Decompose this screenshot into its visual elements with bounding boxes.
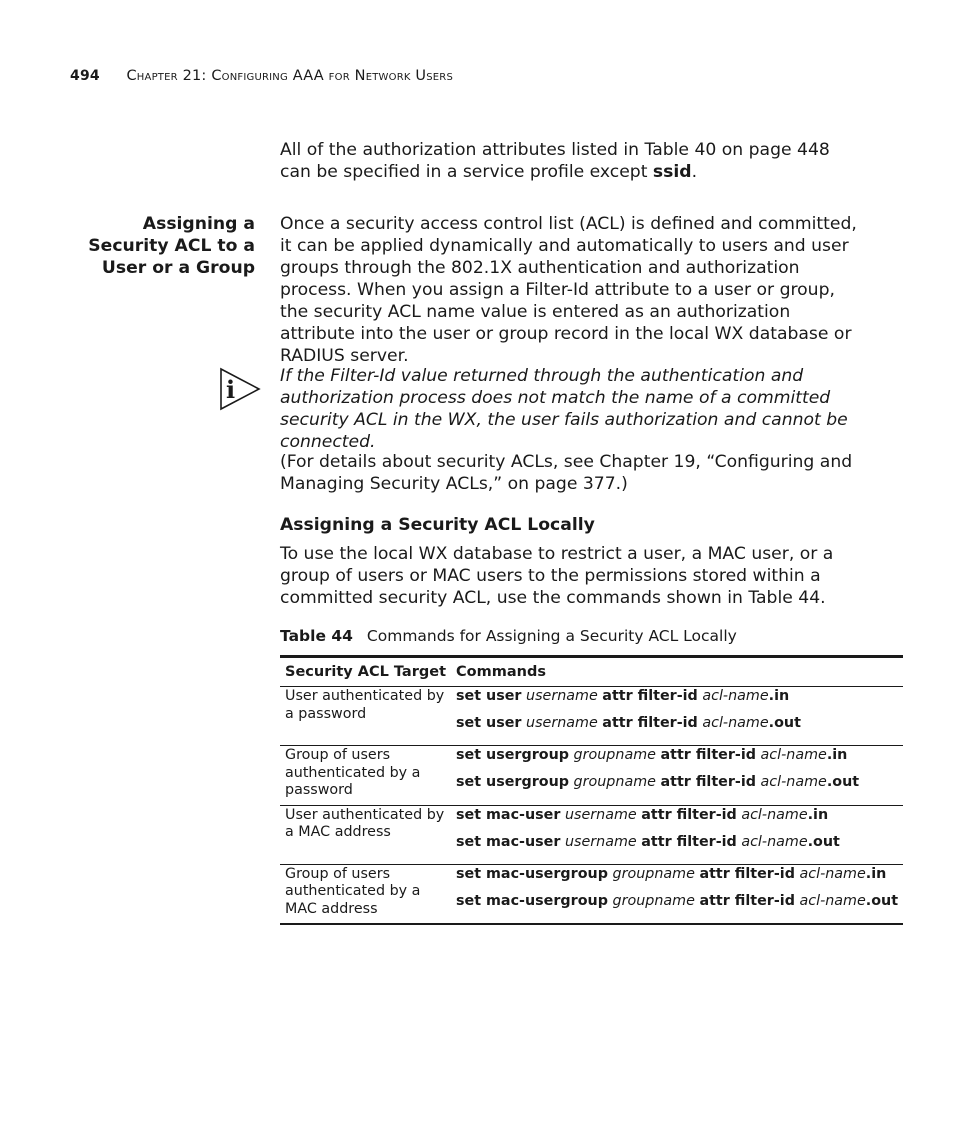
table-caption-text: Commands for Assigning a Security ACL Locally [366, 627, 737, 645]
commands-cell [451, 864, 903, 924]
command-line [456, 806, 898, 833]
column-header-commands: Commands [451, 657, 903, 687]
command-keyword: set mac-user [456, 806, 561, 823]
section-paragraph: Once a security access control list (ACL) is defined and committed, it can be applied dynamically and automatically to users and user groups through the 802.1X authentication and authorization process. When you assign a Filter-Id attribute to a user or group, the security ACL name value is entered as an authorization attribute into the user or group record in the local WX database or RADIUS server. [280, 214, 857, 366]
target-cell: Group of users authenticated by a MAC address [280, 864, 451, 924]
note-text: If the Filter-Id value returned through the authentication and authorization process does not match the name of a committed security ACL in the WX, the user fails authorization and cannot be connected. [280, 366, 848, 452]
command-keyword: set usergroup [456, 774, 569, 790]
info-icon [219, 367, 261, 411]
command-attribute: attr filter-id [660, 774, 756, 790]
command-argument: groupname [573, 774, 656, 790]
command-line [456, 746, 898, 773]
commands-cell [451, 746, 903, 806]
command-suffix: .out [807, 833, 840, 850]
command-suffix: .in [865, 865, 887, 882]
table-row [280, 687, 903, 746]
command-acl-name: acl-name [741, 806, 808, 823]
command-argument: username [526, 715, 598, 731]
command-attribute: attr filter-id [641, 833, 737, 850]
command-keyword: set user [456, 688, 522, 704]
intro-bold-term: ssid [652, 162, 692, 182]
commands-table [280, 655, 903, 925]
command-attribute: attr filter-id [699, 892, 795, 909]
intro-text: All of the authorization attributes listed in Table 40 on page 448 can be specified in a service profile except [280, 140, 830, 182]
target-cell: User authenticated by a MAC address [280, 805, 451, 864]
command-attribute: attr filter-id [641, 806, 737, 823]
details-paragraph: (For details about security ACLs, see Chapter 19, “Configuring and Managing Security ACLs,” on page 377.) [280, 452, 853, 494]
commands-cell [451, 805, 903, 864]
command-acl-name: acl-name [760, 747, 827, 763]
command-argument: groupname [612, 892, 695, 909]
target-cell: User authenticated by a password [280, 687, 451, 746]
command-keyword: set mac-usergroup [456, 865, 608, 882]
commands-cell [451, 687, 903, 746]
table-caption [280, 626, 737, 646]
command-argument: groupname [612, 865, 695, 882]
command-argument: username [526, 688, 598, 704]
subsection-paragraph: To use the local WX database to restrict a user, a MAC user, or a group of users or MAC users to the permissions stored within a committed security ACL, use the commands shown in Table 44. [280, 544, 834, 608]
intro-end: . [691, 162, 698, 182]
table-row [280, 805, 903, 864]
command-acl-name: acl-name [702, 715, 769, 731]
command-acl-name: acl-name [702, 688, 769, 704]
command-acl-name: acl-name [799, 865, 866, 882]
command-keyword: set mac-user [456, 833, 561, 850]
command-attribute: attr filter-id [699, 865, 795, 882]
running-head [70, 68, 453, 84]
page-number: 494 [70, 68, 100, 84]
command-attribute: attr filter-id [660, 747, 756, 763]
command-acl-name: acl-name [760, 774, 827, 790]
command-argument: username [564, 833, 637, 850]
command-line [456, 833, 898, 860]
command-keyword: set mac-usergroup [456, 892, 608, 909]
command-line [456, 687, 898, 714]
table-row [280, 746, 903, 806]
command-argument: groupname [573, 747, 656, 763]
command-suffix: .out [865, 892, 899, 909]
section-heading: Assigning a Security ACL to a User or a Group [88, 214, 255, 278]
command-acl-name: acl-name [741, 833, 808, 850]
command-suffix: .in [826, 747, 848, 763]
svg-text:i: i [226, 375, 236, 404]
command-keyword: set user [456, 715, 522, 731]
command-suffix: .in [807, 806, 829, 823]
target-cell: Group of users authenticated by a password [280, 746, 451, 806]
command-line [456, 773, 898, 800]
table-number: Table 44 [280, 627, 353, 645]
command-suffix: .out [768, 715, 801, 731]
table-header-row [280, 657, 903, 687]
column-header-target: Security ACL Target [280, 657, 451, 687]
command-acl-name: acl-name [799, 892, 866, 909]
command-keyword: set usergroup [456, 747, 569, 763]
command-argument: username [564, 806, 637, 823]
chapter-title: Chapter 21: Configuring AAA for Network Users [126, 68, 453, 84]
command-line [456, 865, 898, 892]
command-suffix: .out [826, 774, 860, 790]
command-attribute: attr filter-id [602, 715, 698, 731]
command-line [456, 892, 898, 919]
command-suffix: .in [768, 688, 790, 704]
command-attribute: attr filter-id [602, 688, 698, 704]
subsection-heading: Assigning a Security ACL Locally [280, 515, 595, 535]
command-line [456, 714, 898, 741]
table-row [280, 864, 903, 924]
intro-paragraph [280, 139, 862, 183]
